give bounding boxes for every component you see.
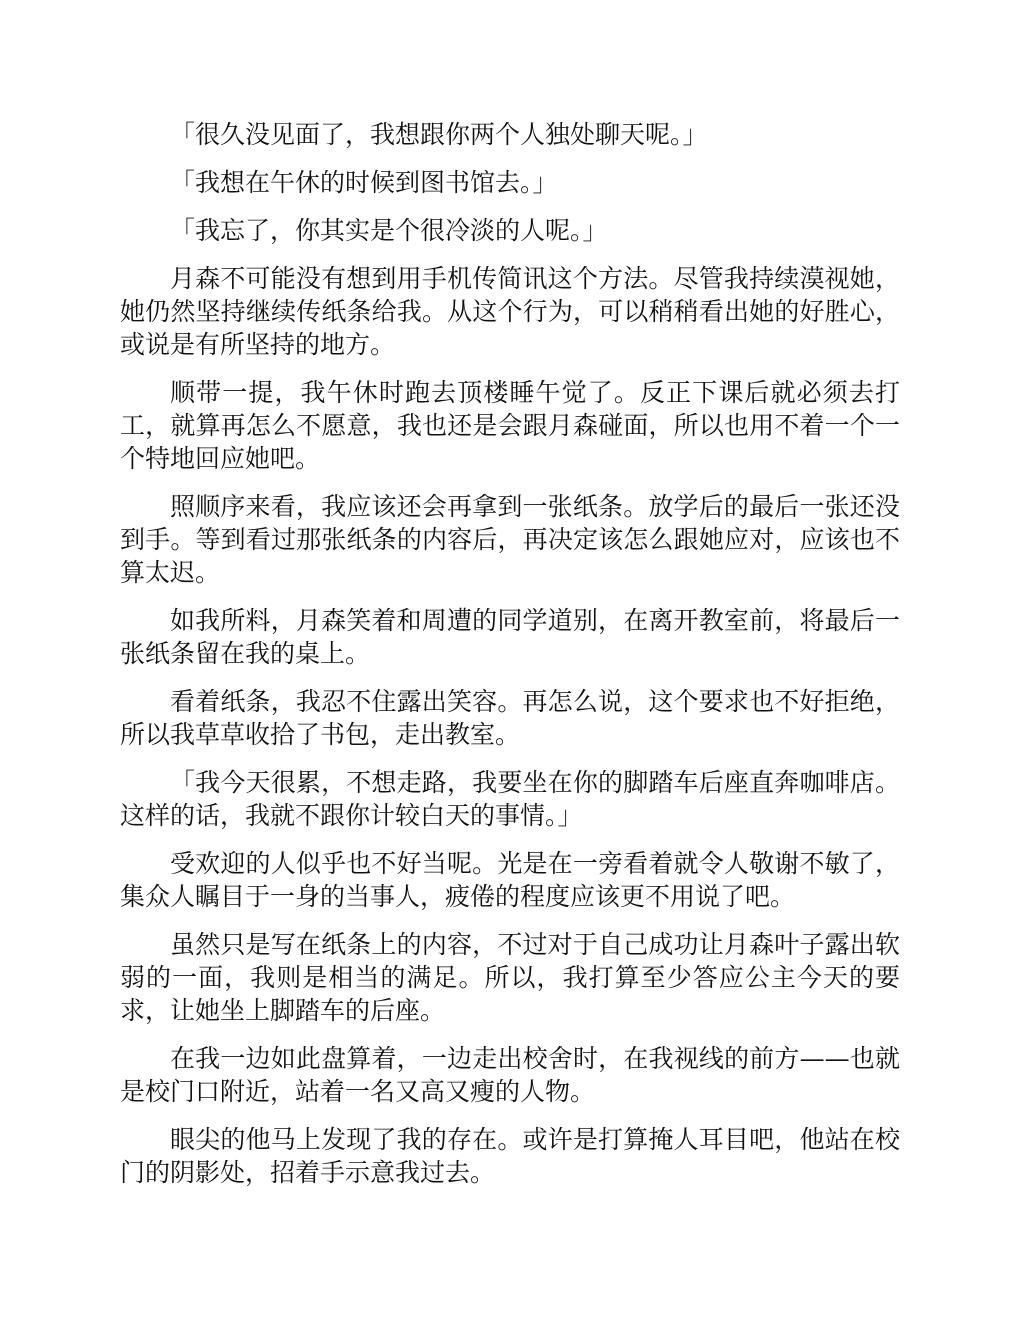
paragraph-9: 「我今天很累，不想走路，我要坐在你的脚踏车后座直奔咖啡店。这样的话，我就不跟你计较白天的事情。」 (120, 768, 900, 830)
paragraph-10: 受欢迎的人似乎也不好当呢。光是在一旁看着就令人敬谢不敏了，集众人瞩目于一身的当事人，疲倦的程度应该更不用说了吧。 (120, 849, 900, 911)
document-page (120, 118, 900, 1204)
paragraph-6: 照顺序来看，我应该还会再拿到一张纸条。放学后的最后一张还没到手。等到看过那张纸条的内容后，再决定该怎么跟她应对，应该也不算太迟。 (120, 492, 900, 587)
paragraph-13: 眼尖的他马上发现了我的存在。或许是打算掩人耳目吧，他站在校门的阴影处，招着手示意我过去。 (120, 1125, 900, 1187)
paragraph-3: 「我忘了，你其实是个很冷淡的人呢。」 (170, 216, 608, 245)
paragraph-5: 顺带一提，我午休时跑去顶楼睡午觉了。反正下课后就必须去打工，就算再怎么不愿意，我也还是会跟月森碰面，所以也用不着一个一个特地回应她吧。 (120, 378, 900, 473)
paragraph-12: 在我一边如此盘算着，一边走出校舍时，在我视线的前方——也就是校门口附近，站着一名又高又瘦的人物。 (120, 1044, 900, 1106)
paragraph-7: 如我所料，月森笑着和周遭的同学道别，在离开教室前，将最后一张纸条留在我的桌上。 (120, 606, 900, 668)
paragraph-4: 月森不可能没有想到用手机传简讯这个方法。尽管我持续漠视她，她仍然坚持继续传纸条给我。从这个行为，可以稍稍看出她的好胜心，或说是有所坚持的地方。 (120, 264, 900, 359)
paragraph-1: 「很久没见面了，我想跟你两个人独处聊天呢。」 (170, 120, 708, 149)
paragraph-11: 虽然只是写在纸条上的内容，不过对于自己成功让月森叶子露出软弱的一面，我则是相当的满足。所以，我打算至少答应公主今天的要求，让她坐上脚踏车的后座。 (120, 930, 900, 1025)
paragraph-8: 看着纸条，我忍不住露出笑容。再怎么说，这个要求也不好拒绝，所以我草草收拾了书包，走出教室。 (120, 687, 900, 749)
paragraph-2: 「我想在午休的时候到图书馆去。」 (170, 168, 558, 197)
